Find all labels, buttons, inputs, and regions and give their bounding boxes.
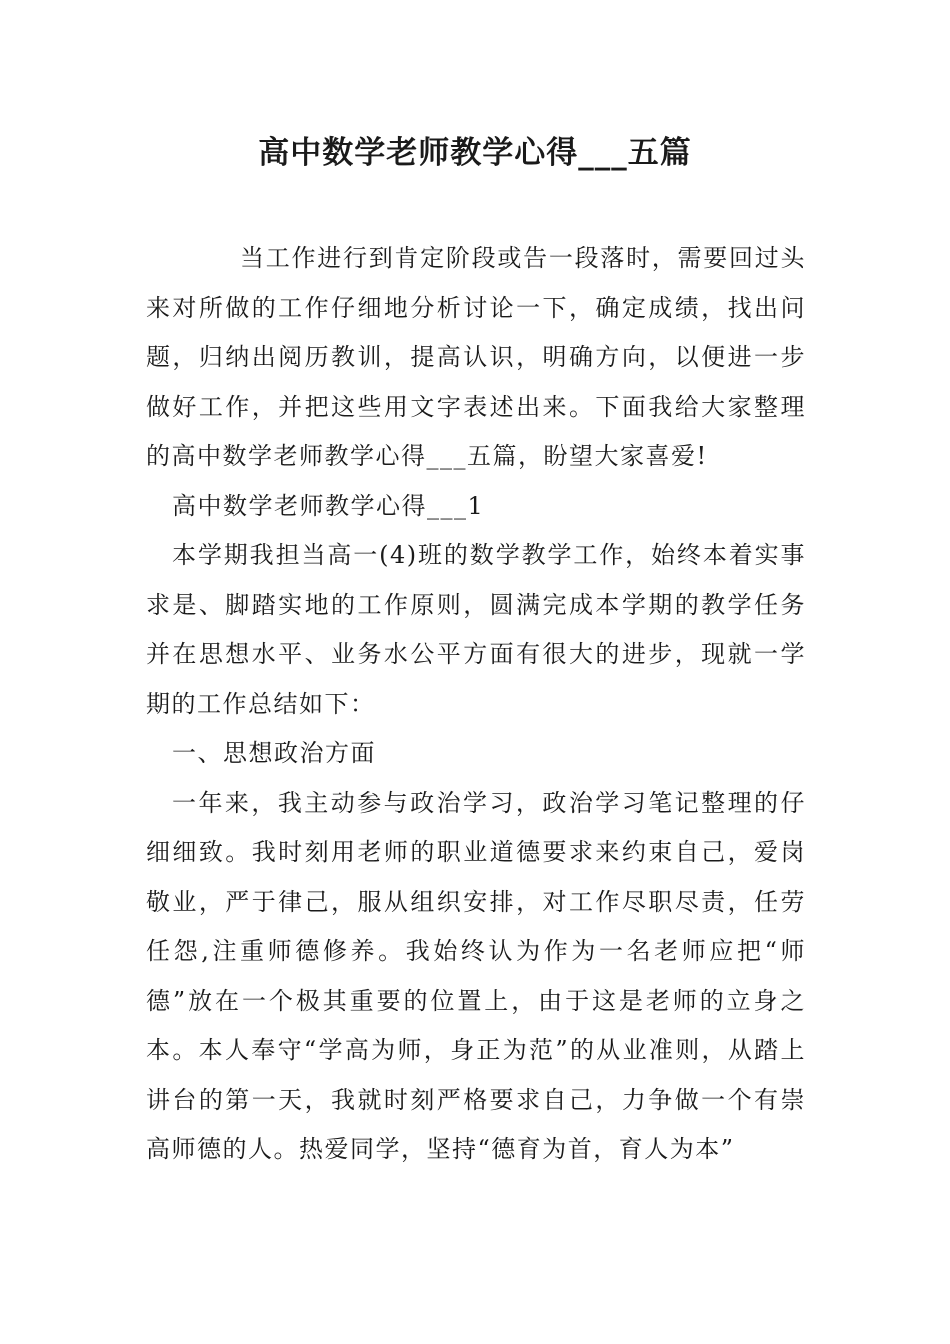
body-paragraph: 一年来，我主动参与政治学习，政治学习笔记整理的仔细细致。我时刻用老师的职业道德要求来约束自己，爱岗敬业，严于律己，服从组织安排，对工作尽职尽责，任劳任怨,注重师德修养。我始终认为作为一名老师应把“师德”放在一个极其重要的位置上，由于这是老师的立身之本。本人奉守“学高为师，身正为范”的从业准则，从踏上讲台的第一天，我就时刻严格要求自己，力争做一个有崇高师德的人。热爱同学，坚持“德育为首，育人为本”	[146, 788, 806, 1163]
subsection-heading: 一、思想政治方面	[172, 739, 376, 767]
intro-paragraph: 当工作进行到肯定阶段或告一段落时，需要回过头来对所做的工作仔细地分析讨论一下，确定成绩，找出问题，归纳出阅历教训，提高认识，明确方向，以便进一步做好工作，并把这些用文字表述出来。下面我给大家整理的高中数学老师教学心得___五篇，盼望大家喜爱!	[146, 244, 806, 470]
section-heading: 高中数学老师教学心得___1	[172, 491, 485, 520]
document-title: 高中数学老师教学心得___五篇	[258, 135, 692, 171]
document-body	[146, 234, 806, 1175]
body-paragraph: 本学期我担当高一(4)班的数学教学工作，始终本着实事求是、脚踏实地的工作原则，圆满完成本学期的教学任务并在思想水平、业务水公平方面有很大的进步，现就一学期的工作总结如下：	[146, 541, 806, 718]
